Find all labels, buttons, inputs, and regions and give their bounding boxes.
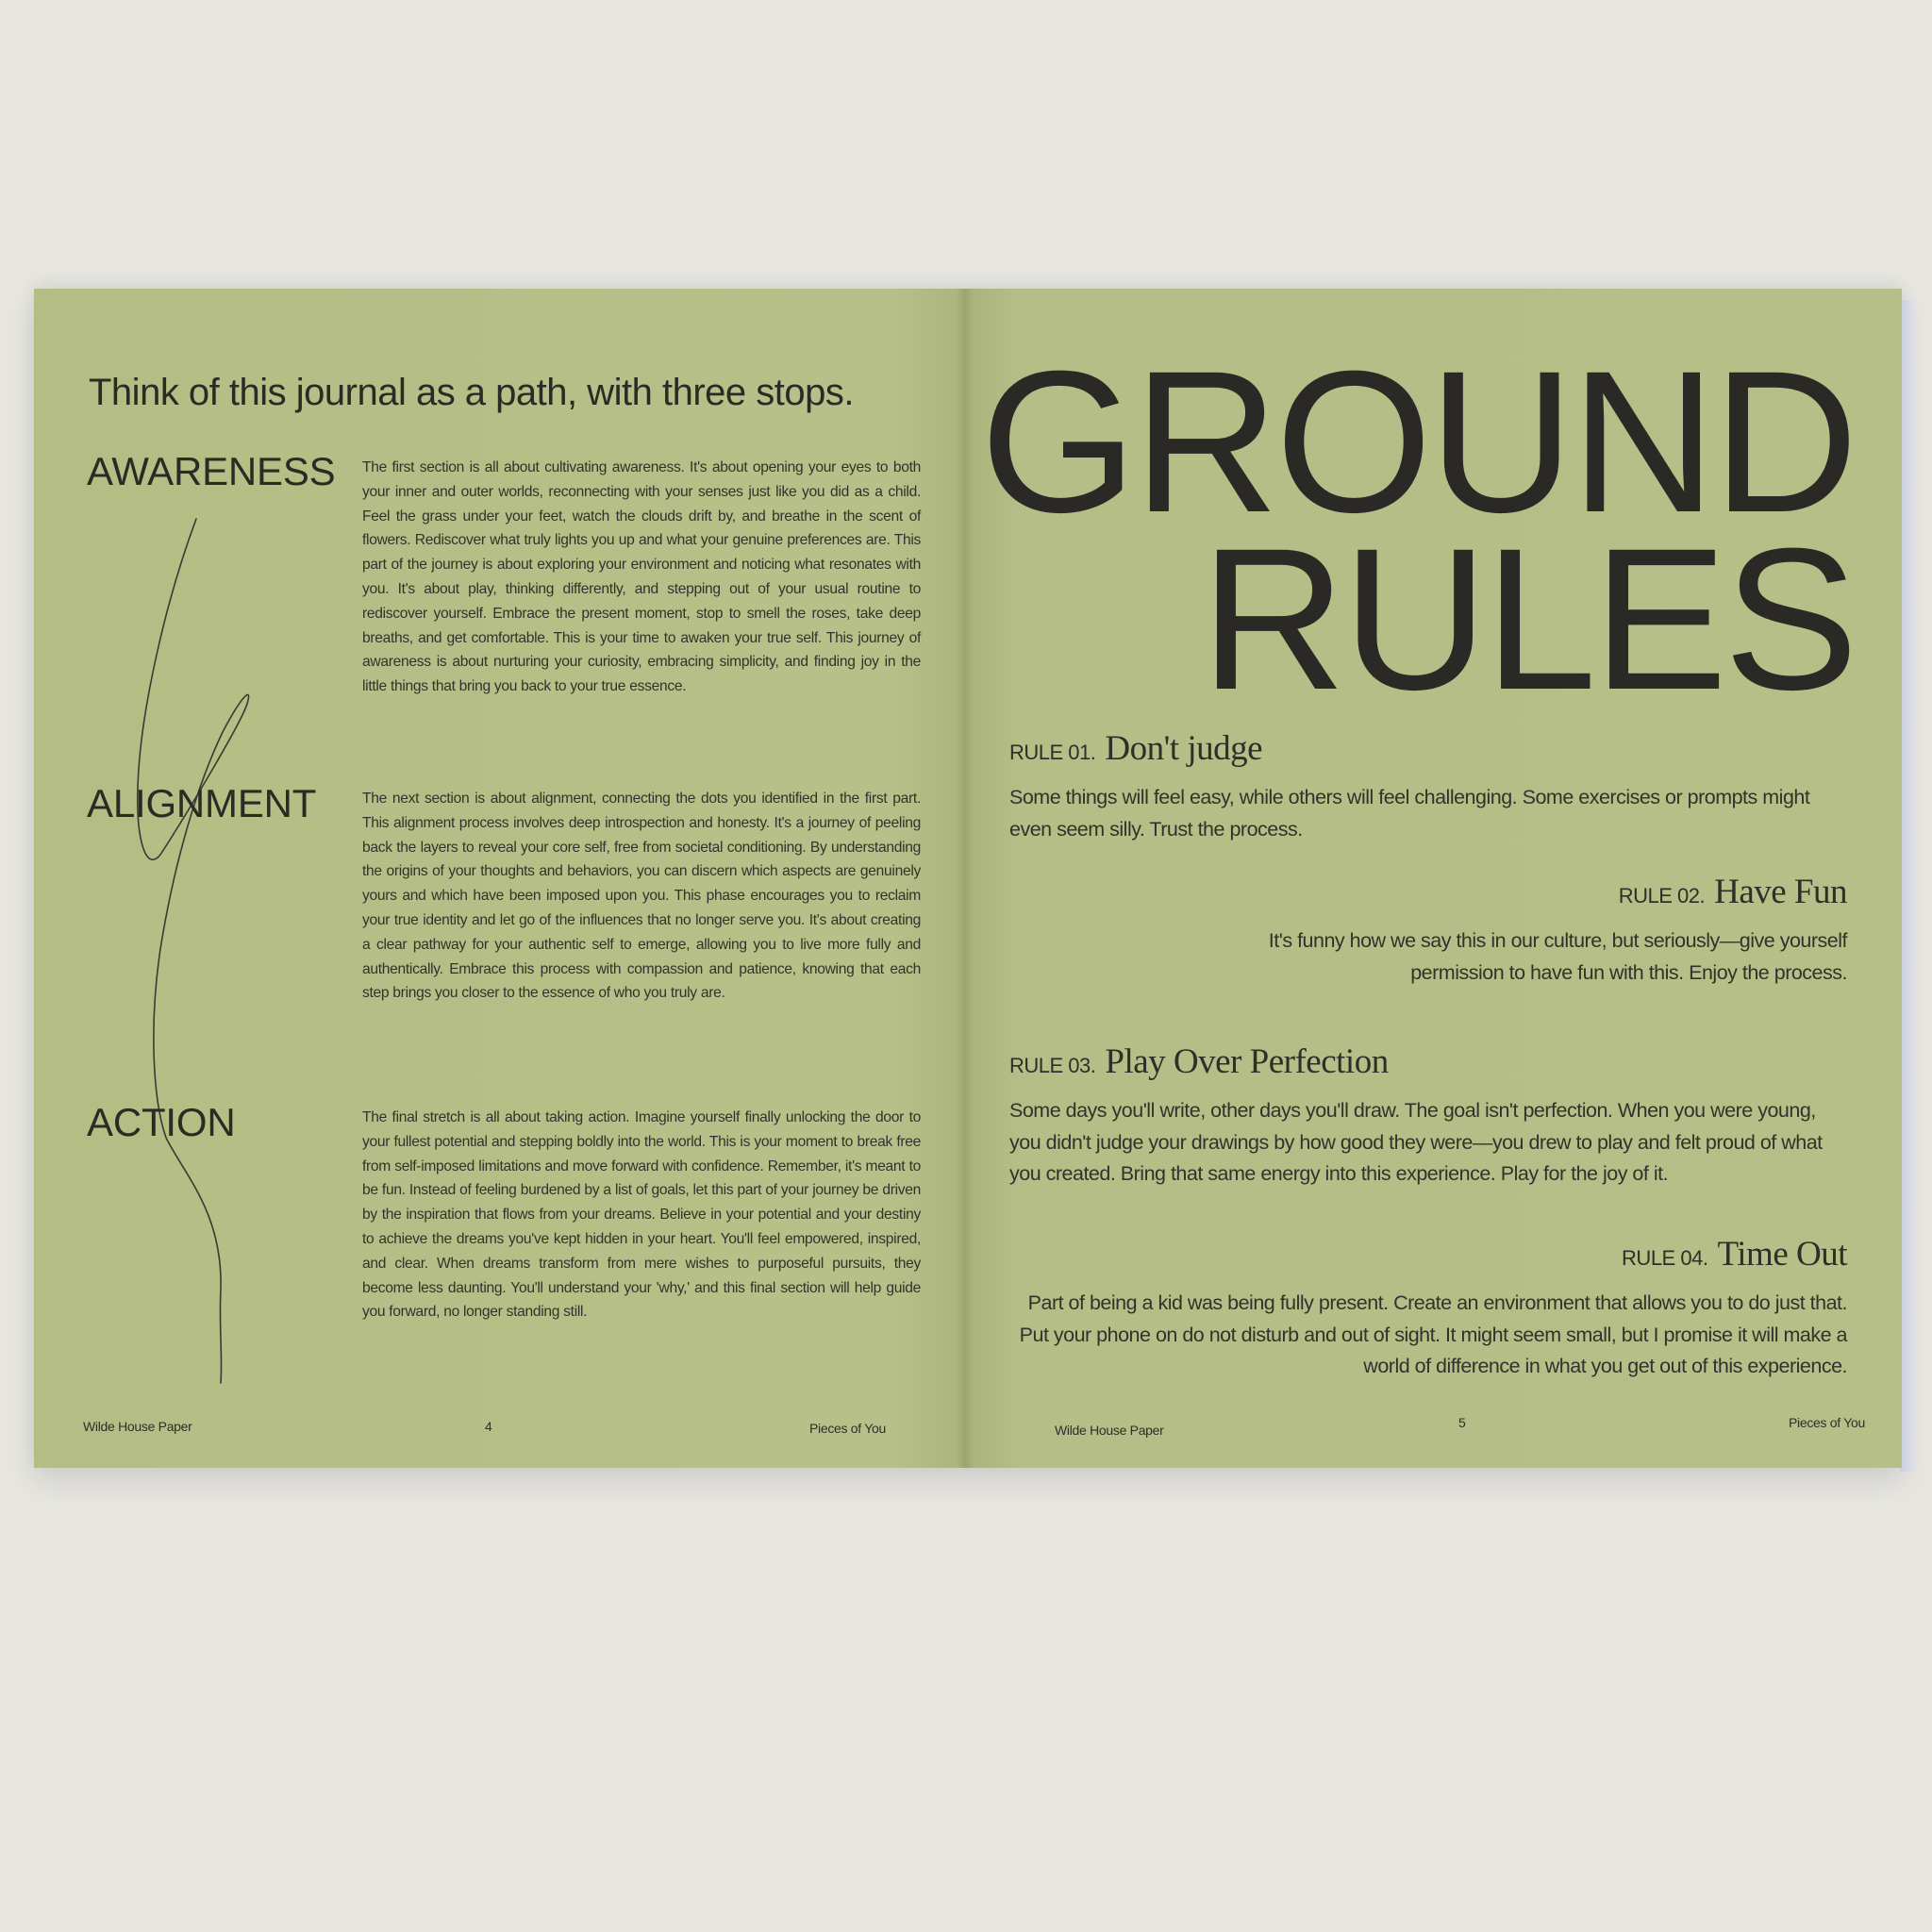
rule-label: RULE 03. xyxy=(1009,1054,1096,1077)
section-body-alignment: The next section is about alignment, connecting the dots you identified in the first part. This alignment process involves deep introspection and honesty. It's a journey of peeling back the layers to reveal your core self, free from societal conditioning. By understanding the origins of your thoughts and behaviors, you can discern which aspects are genuinely yours and which have been imposed upon you. This phase encourages you to reclaim your true identity and let go of the influences that no longer serve you. It's about creating a clear pathway for your authentic self to emerge, allowing you to live more fully and authentically. Embrace this process with compassion and patience, knowing that each step brings you closer to the essence of who you truly are. xyxy=(362,791,921,1002)
section-title-action: ACTION xyxy=(87,1100,236,1144)
rule-02 xyxy=(1009,872,1847,989)
rule-name: Play Over Perfection xyxy=(1105,1042,1389,1081)
rule-01 xyxy=(1009,728,1847,845)
book-gutter xyxy=(957,289,974,1468)
rule-body: Some days you'll write, other days you'll draw. The goal isn't perfection. When you were young, you didn't judge your drawings by how good they were—you drew to play and felt proud of what you created. Bring that same energy into this experience. Play for the joy of it. xyxy=(1009,1099,1823,1185)
footer-publisher: Wilde House Paper xyxy=(83,1419,192,1434)
rule-name: Have Fun xyxy=(1714,873,1847,911)
footer-book-title: Pieces of You xyxy=(809,1421,886,1436)
left-page xyxy=(34,289,964,1468)
rule-name: Don't judge xyxy=(1105,729,1263,768)
page-lead: Think of this journal as a path, with three stops. xyxy=(89,372,854,413)
section-title-awareness: AWARENESS xyxy=(87,449,336,493)
rule-04 xyxy=(1009,1234,1847,1383)
rule-label: RULE 04. xyxy=(1622,1246,1708,1270)
page-number: 4 xyxy=(485,1419,492,1434)
right-page xyxy=(964,289,1902,1468)
footer-publisher: Wilde House Paper xyxy=(1055,1423,1164,1438)
page-edge xyxy=(1900,300,1915,1472)
rule-name: Time Out xyxy=(1717,1235,1847,1274)
page-number: 5 xyxy=(1458,1415,1466,1430)
footer-book-title: Pieces of You xyxy=(1789,1415,1865,1430)
ground-rules-title-line1: GROUND xyxy=(979,329,1855,555)
open-book xyxy=(34,289,1902,1468)
section-body-awareness: The first section is all about cultivating awareness. It's about opening your eyes to both your inner and outer worlds, reconnecting with your senses just like you did as a child. Feel the grass under your feet, watch the clouds drift by, and breathe in the scent of flowers. Rediscover what truly lights you up and what your genuine preferences are. This part of the journey is about exploring your environment and noticing what resonates with you. It's about play, thinking differently, and stepping out of your usual routine to rediscover yourself. Embrace the present moment, stop to smell the roses, take deep breaths, and get comfortable. This is your time to awaken your true self. This journey of awareness is about nurturing your curiosity, embracing simplicity, and finding joy in the little things that bring you back to your true essence. xyxy=(362,459,921,695)
section-body-action: The final stretch is all about taking action. Imagine yourself finally unlocking the door to your fullest potential and stepping boldly into the world. This is your moment to break free from self-imposed limitations and move forward with confidence. Remember, it's meant to be fun. Instead of feeling burdened by a list of goals, let this part of your journey be driven by the inspiration that flows from your dreams. Believe in your potential and your destiny to achieve the dreams you've kept hidden in your heart. You'll feel empowered, inspired, and clear. When dreams transform from mere wishes to purposeful pursuits, they become less daunting. You'll understand your 'why,' and this final section will help guide you forward, no longer standing still. xyxy=(362,1109,921,1321)
rule-label: RULE 01. xyxy=(1009,741,1096,764)
rule-label: RULE 02. xyxy=(1618,884,1706,908)
section-title-alignment: ALIGNMENT xyxy=(87,781,317,825)
ground-rules-title-line2: RULES xyxy=(1200,507,1855,732)
rule-03 xyxy=(1009,1041,1847,1191)
rule-body: Some things will feel easy, while others will feel challenging. Some exercises or prompts might even seem silly. Trust the process. xyxy=(1009,786,1810,841)
rule-body: It's funny how we say this in our culture, but seriously—give yourself permission to have fun with this. Enjoy the process. xyxy=(1268,929,1847,984)
rule-body: Part of being a kid was being fully present. Create an environment that allows you to do just that. Put your phone on do not disturb and out of sight. It might seem small, but I promise it will make a world of difference in what you get out of this experience. xyxy=(1019,1291,1847,1377)
